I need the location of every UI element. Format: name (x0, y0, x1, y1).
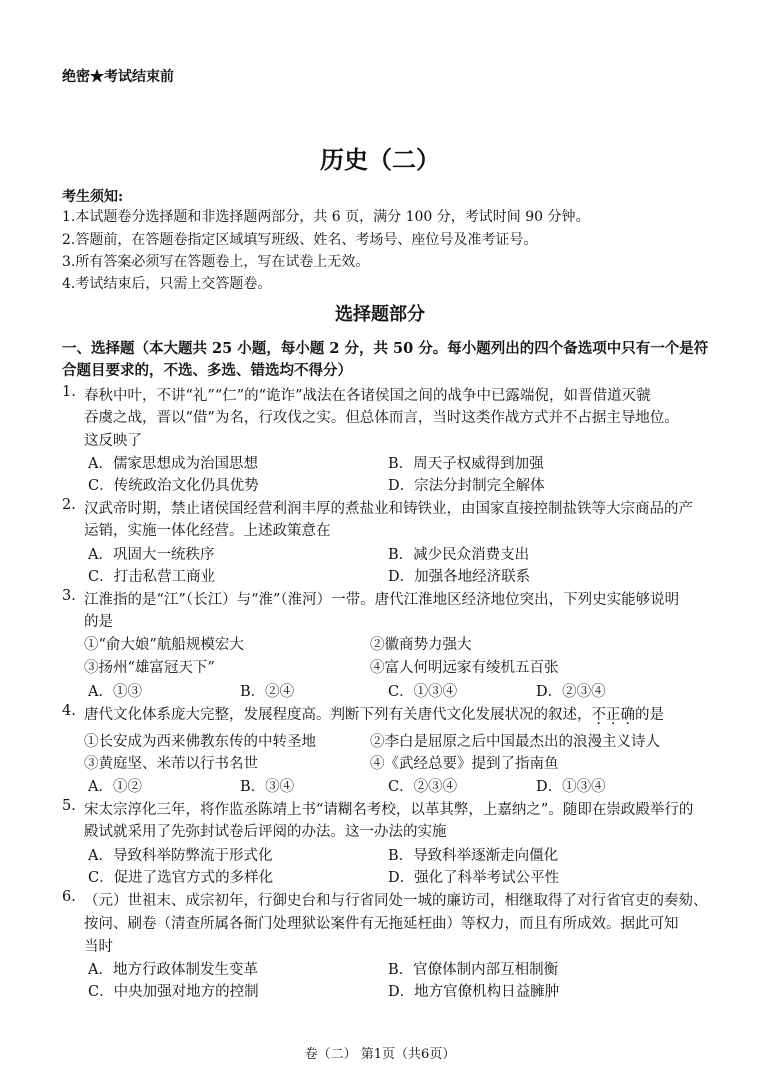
part-heading: 一、选择题（本大题共 25 小题，每小题 2 分，共 50 分。每小题列出的四个备选项中只有一个是符合题目要求的，不选、多选、错选均不得分） (62, 340, 709, 379)
option[interactable]: A．巩固大一统秩序 (88, 547, 215, 563)
option[interactable]: D．②③④ (536, 684, 606, 700)
option[interactable]: D．宗法分封制完全解体 (388, 478, 545, 494)
statement-item: ①长安成为西来佛教东传的中转圣地 (84, 734, 316, 750)
question-number: 3. (62, 588, 76, 604)
question-text-line: 吞虞之战，晋以“借”为名，行攻伐之实。但总体而言，当时这类作战方式并不占据主导地位。 (84, 410, 679, 426)
option[interactable]: A．①③ (88, 684, 142, 700)
option[interactable]: B．③④ (240, 779, 295, 795)
question-text-line: 这反映了 (84, 433, 142, 449)
option[interactable]: C．①③④ (388, 684, 458, 700)
question-text-line: 的是 (84, 614, 113, 630)
option[interactable]: A．儒家思想成为治国思想 (88, 456, 258, 472)
notice-item: 1.本试题卷分选择题和非选择题两部分，共 6 页，满分 100 分，考试时间 90 分钟。 (62, 209, 590, 225)
statement-item: ④富人何明远家有绫机五百张 (370, 660, 559, 676)
question-text-line: （元）世祖末、成宗初年，行御史台和与行省同处一城的廉访司，相继取得了对行省官吏的奏劾、 (84, 893, 708, 909)
option[interactable]: D．强化了科举考试公平性 (388, 870, 560, 886)
question-text-suffix: 的是 (635, 707, 664, 723)
option[interactable]: C．促进了选官方式的多样化 (88, 870, 274, 886)
statement-item: ③扬州“雄富冠天下” (84, 660, 215, 676)
option[interactable]: C．传统政治文化仍具优势 (88, 478, 259, 494)
emphasis-char: 确 (620, 707, 635, 723)
emphasis-char: 不 (591, 707, 606, 723)
notice-item: 4.考试结束后，只需上交答题卷。 (62, 276, 272, 292)
question-number: 1. (62, 384, 76, 400)
emphasis-char: 正 (606, 707, 621, 723)
question-number: 2. (62, 497, 76, 513)
statement-item: ②徽商势力强大 (370, 637, 472, 653)
question-text-line: 宋太宗淳化三年，将作监丞陈靖上书“请糊名考校，以革其弊，上嘉纳之”。随即在崇政殿举行的 (84, 802, 694, 818)
question-number: 4. (62, 703, 76, 719)
notice-item: 2.答题前，在答题卷指定区域填写班级、姓名、考场号、座位号及准考证号。 (62, 232, 538, 248)
question-text-line: 当时 (84, 939, 113, 955)
question-number: 5. (62, 798, 76, 814)
option[interactable]: C．②③④ (388, 779, 458, 795)
exam-title: 历史（二） (320, 145, 440, 174)
option[interactable]: D．①③④ (536, 779, 606, 795)
option[interactable]: D．加强各地经济联系 (388, 569, 531, 585)
statement-item: ①“俞大娘”航船规模宏大 (84, 637, 244, 653)
option[interactable]: D．地方官僚机构日益臃肿 (388, 984, 560, 1000)
option[interactable]: A．①② (88, 779, 142, 795)
option[interactable]: A．导致科举防弊流于形式化 (88, 848, 273, 864)
statement-item: ②李白是屈原之后中国最杰出的浪漫主义诗人 (370, 734, 660, 750)
statement-item: ③黄庭坚、米芾以行书名世 (84, 756, 258, 772)
question-text-line: 汉武帝时期，禁止诸侯国经营利润丰厚的煮盐业和铸铁业，由国家直接控制盐铁等大宗商品的产 (84, 501, 693, 517)
question-text-prefix: 唐代文化体系庞大完整，发展程度高。判断下列有关唐代文化发展状况的叙述， (84, 707, 592, 723)
section-title: 选择题部分 (335, 304, 425, 325)
option[interactable]: B．周天子权威得到加强 (388, 456, 544, 472)
option[interactable]: C．中央加强对地方的控制 (88, 984, 259, 1000)
option[interactable]: B．官僚体制内部互相制衡 (388, 962, 559, 978)
question-text-line: 按问、刷卷（清查所属各衙门处理狱讼案件有无拖延枉曲）等权力，而且有所成效。据此可知 (84, 916, 679, 932)
confidential-label: 绝密★考试结束前 (62, 69, 174, 85)
option[interactable]: C．打击私营工商业 (88, 569, 216, 585)
option[interactable]: B．减少民众消费支出 (388, 547, 530, 563)
option[interactable]: A．地方行政体制发生变革 (88, 962, 258, 978)
statement-item: ④《武经总要》提到了指南鱼 (370, 756, 559, 772)
question-text-line: 殿试就采用了先弥封试卷后评阅的办法。这一办法的实施 (84, 824, 447, 840)
notice-heading: 考生须知: (62, 189, 124, 205)
question-text-line (84, 703, 664, 724)
page-footer: 卷（二） 第1页（共6页） (304, 1047, 456, 1062)
question-text-line: 江淮指的是“江”（长江）与“淮”（淮河）一带。唐代江淮地区经济地位突出，下列史实能够说明 (84, 592, 680, 608)
option[interactable]: B．导致科举逐渐走向僵化 (388, 848, 559, 864)
question-text-line: 春秋中叶，不讲“礼”“仁”的“诡诈”战法在各诸侯国之间的战争中已露端倪，如晋借道灭虢 (84, 388, 651, 404)
notice-item: 3.所有答案必须写在答题卷上，写在试卷上无效。 (62, 254, 370, 270)
option[interactable]: B．②④ (240, 684, 295, 700)
question-text-line: 运销，实施一体化经营。上述政策意在 (84, 523, 331, 539)
question-number: 6. (62, 889, 76, 905)
